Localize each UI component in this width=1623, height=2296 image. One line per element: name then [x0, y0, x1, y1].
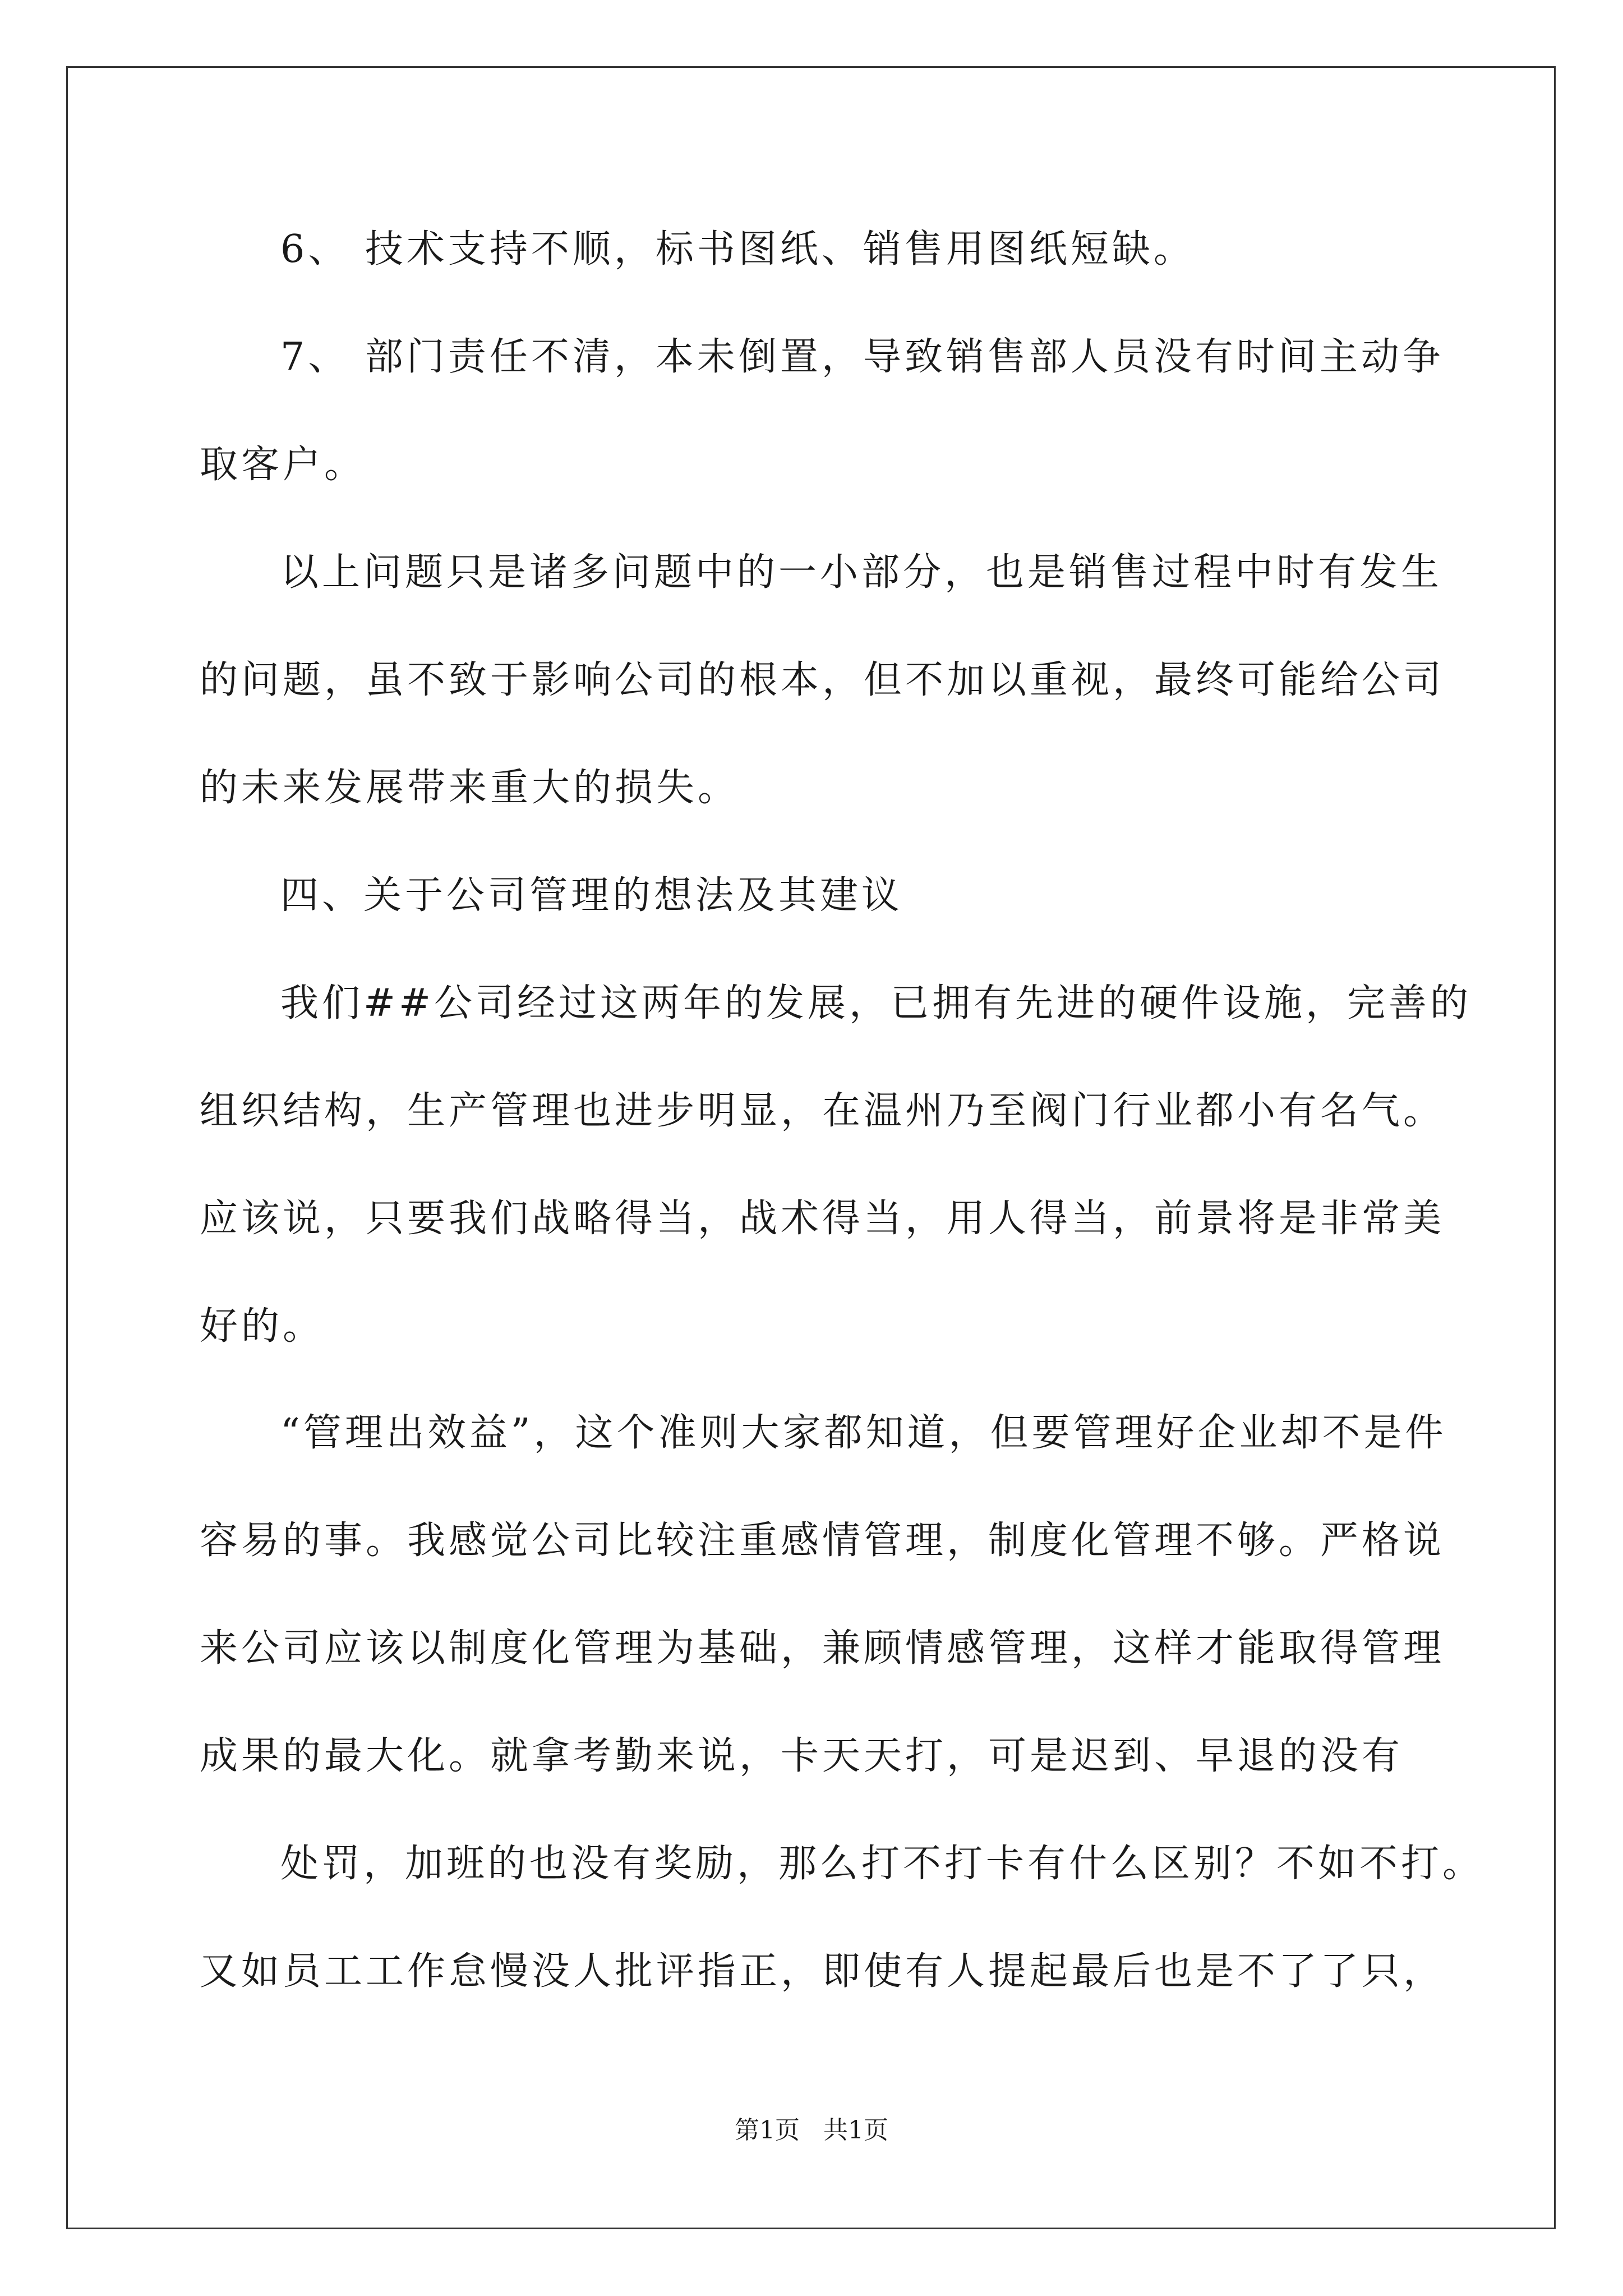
text-line: 的未来发展带来重大的损失。: [200, 766, 740, 810]
text-line: 以上问题只是诸多问题中的一小部分，也是销售过程中时有发生: [280, 550, 1443, 595]
text-line: 组织结构，生产管理也进步明显，在温州乃至阀门行业都小有名气。: [200, 1089, 1445, 1133]
text-line-item6: 6、 技术支持不顺，标书图纸、销售用图纸短缺。: [280, 227, 1195, 272]
text-line: 处罚，加班的也没有奖励，那么打不打卡有什么区别？不如不打。: [280, 1842, 1484, 1886]
page-border: [66, 66, 1556, 2229]
text-line: 应该说，只要我们战略得当，战术得当，用人得当，前景将是非常美: [200, 1197, 1445, 1241]
text-line: 容易的事。我感觉公司比较注重感情管理，制度化管理不够。严格说: [200, 1519, 1445, 1563]
page-number: 第1页: [735, 2116, 800, 2145]
text-line-item7: 7、 部门责任不清，本未倒置，导致销售部人员没有时间主动争: [280, 335, 1444, 379]
text-line: 又如员工工作怠慢没人批评指正，即使有人提起最后也是不了了只，: [200, 1949, 1445, 1994]
text-line: 的问题，虽不致于影响公司的根本，但不加以重视，最终可能给公司: [200, 658, 1445, 702]
section-heading: 四、关于公司管理的想法及其建议: [280, 873, 903, 918]
text-line: 来公司应该以制度化管理为基础，兼顾情感管理，这样才能取得管理: [200, 1626, 1445, 1671]
text-line: 我们##公司经过这两年的发展，已拥有先进的硬件设施，完善的: [280, 981, 1472, 1025]
page-total: 共1页: [823, 2116, 888, 2145]
text-line: 取客户。: [200, 443, 366, 487]
page-footer: [0, 2114, 1623, 2147]
text-line: 好的。: [200, 1304, 325, 1349]
text-line: 成果的最大化。就拿考勤来说，卡天天打，可是迟到、早退的没有: [200, 1734, 1404, 1778]
text-line: “管理出效益”，这个准则大家都知道，但要管理好企业却不是件: [280, 1411, 1447, 1455]
